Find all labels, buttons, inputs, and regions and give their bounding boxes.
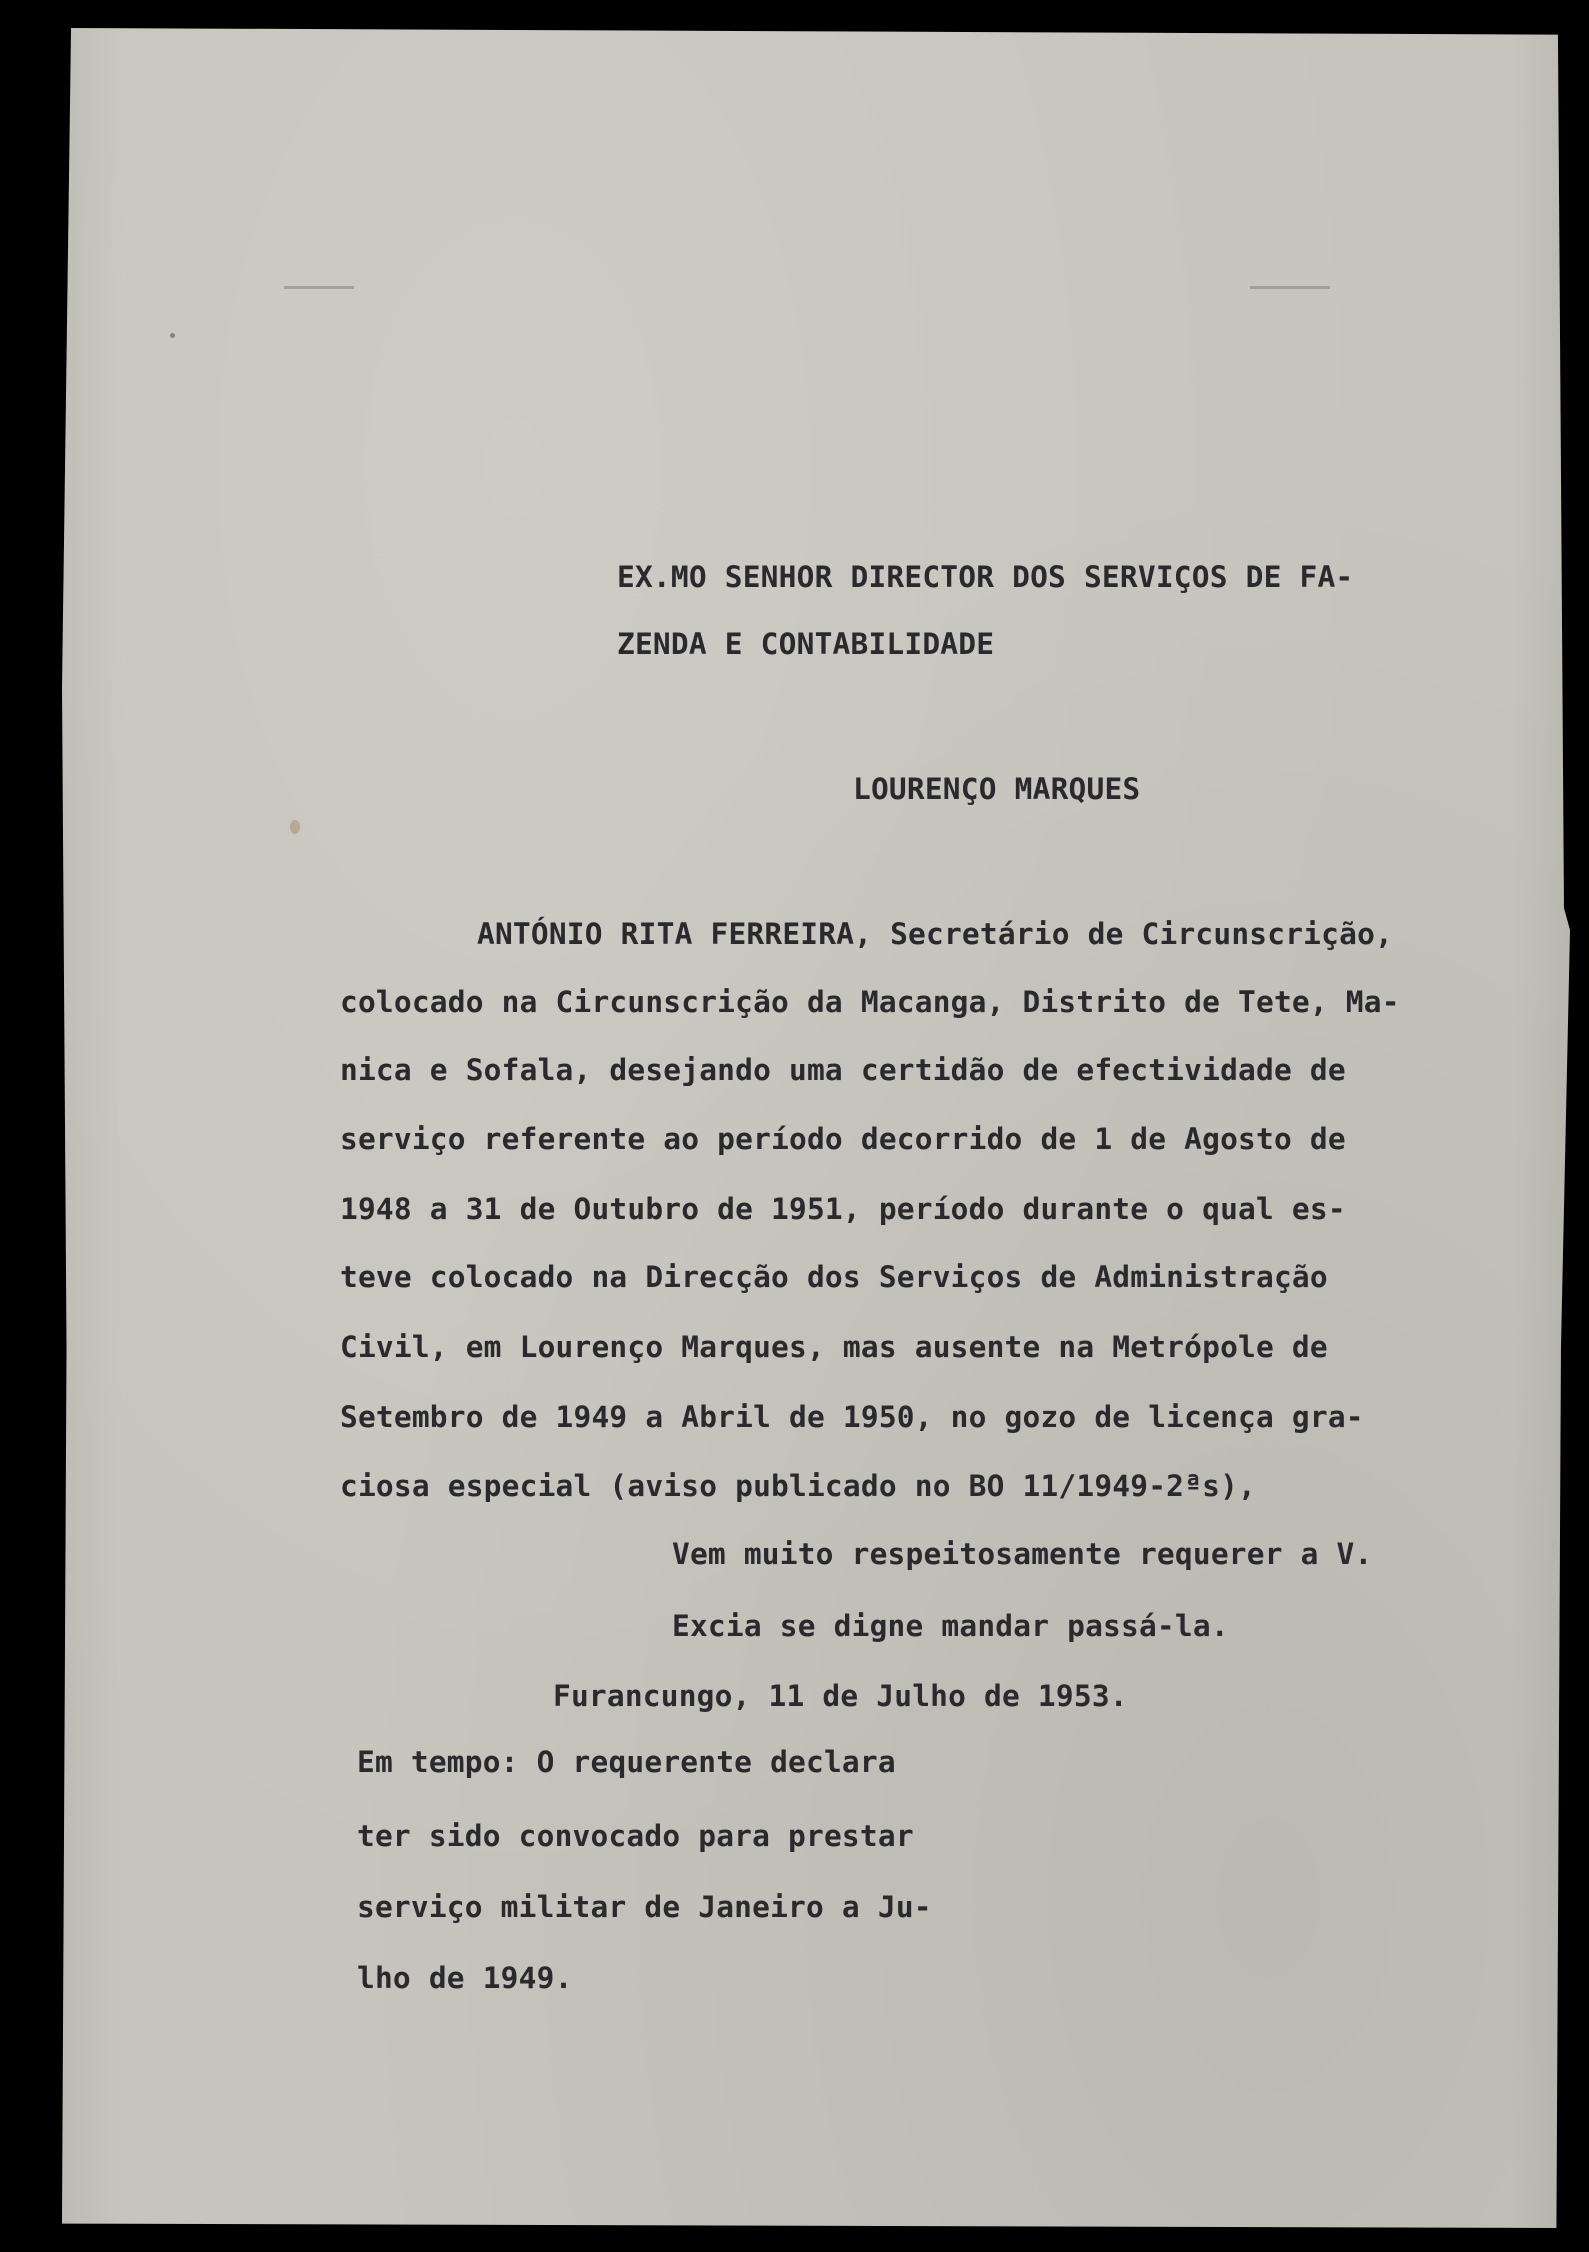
body-line: 1948 a 31 de Outubro de 1951, período durante o qual es- [340, 1192, 1346, 1226]
address-line-1: EX.MO SENHOR DIRECTOR DOS SERVIÇOS DE FA- [617, 560, 1354, 594]
body-line: ciosa especial (aviso publicado no BO 11/1949-2ªs), [340, 1469, 1256, 1503]
address-city: LOURENÇO MARQUES [853, 772, 1141, 806]
postscript-line: Em tempo: O requerente declara [357, 1745, 896, 1779]
postscript-line: lho de 1949. [357, 1961, 573, 1995]
body-line: colocado na Circunscrição da Macanga, Distrito de Tete, Ma- [340, 985, 1400, 1019]
postscript-line: serviço militar de Janeiro a Ju- [357, 1890, 932, 1924]
body-line: ANTÓNIO RITA FERREIRA, Secretário de Circunscrição, [477, 917, 1393, 951]
place-date: Furancungo, 11 de Julho de 1953. [553, 1679, 1128, 1713]
body-line: serviço referente ao período decorrido de 1 de Agosto de [340, 1122, 1346, 1156]
request-line: Excia se digne mandar passá-la. [672, 1609, 1229, 1643]
request-line: Vem muito respeitosamente requerer a V. [672, 1537, 1373, 1571]
body-line: nica e Sofala, desejando uma certidão de efectividade de [340, 1053, 1346, 1087]
fold-mark-left [284, 286, 354, 289]
body-line: teve colocado na Direcção dos Serviços de Administração [340, 1260, 1328, 1294]
paper-stain [170, 333, 175, 338]
postscript-line: ter sido convocado para prestar [357, 1819, 914, 1853]
address-line-2: ZENDA E CONTABILIDADE [617, 627, 995, 661]
paper-stain [290, 820, 300, 834]
body-line: Setembro de 1949 a Abril de 1950, no gozo de licença gra- [340, 1400, 1364, 1434]
body-line: Civil, em Lourenço Marques, mas ausente na Metrópole de [340, 1330, 1328, 1364]
fold-mark-right [1250, 286, 1330, 289]
